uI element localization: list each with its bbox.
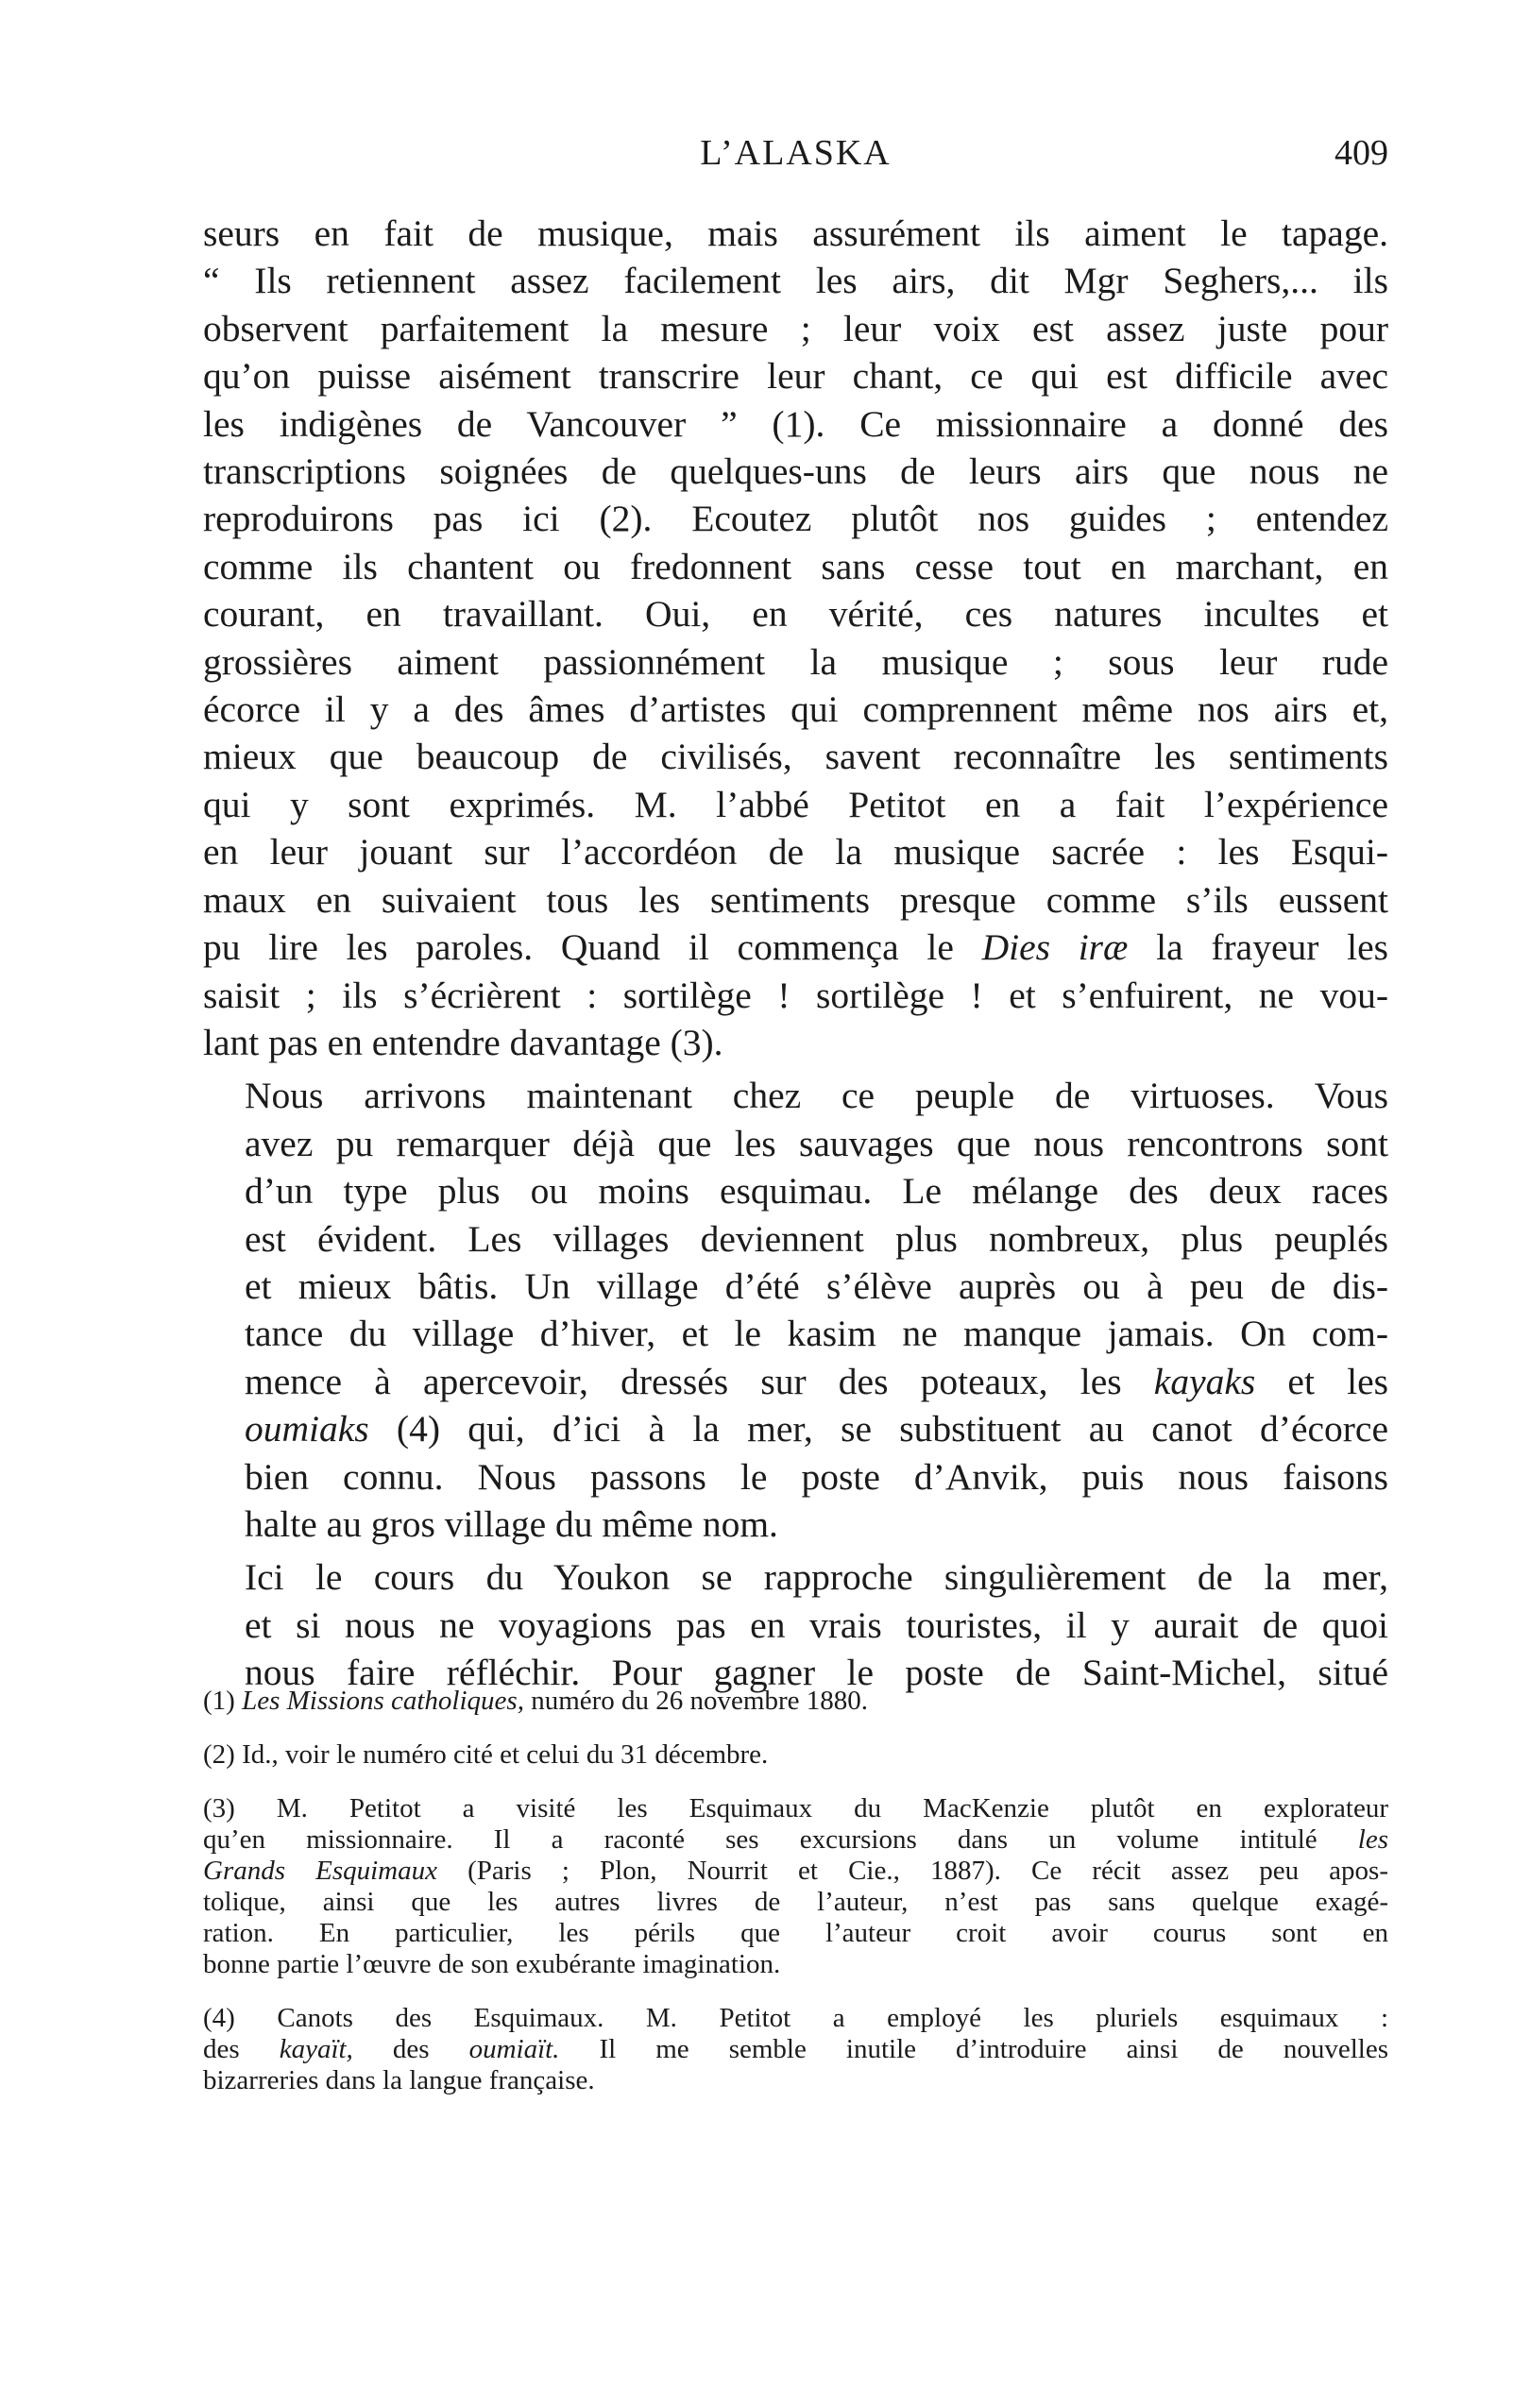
text-line: lant pas en entendre davantage (3). [203, 1021, 723, 1063]
text-line: seurs en fait de musique, mais assurément ils aiment le tapage. [203, 212, 1388, 254]
text-line [203, 2034, 1388, 2065]
text-line: en leur jouant sur l’accordéon de la musique sacrée : les Esqui- [203, 831, 1388, 873]
text-line: Nous arrivons maintenant chez ce peuple de virtuoses. Vous [245, 1075, 1388, 1117]
footnotes [203, 1686, 1388, 2119]
italic-title: les [1357, 1824, 1388, 1855]
text-line: bizarreries dans la langue française. [203, 2065, 595, 2095]
text-segment: qu’en missionnaire. Il a raconté ses excursions dans un volume intitulé [203, 1824, 1358, 1855]
italic-title: Dies iræ [981, 926, 1129, 969]
text-segment: des [352, 2034, 469, 2064]
text-line: comme ils chantent ou fredonnent sans cesse tout en marchant, en [203, 545, 1388, 587]
text-line: maux en suivaient tous les sentiments presque comme s’ils eussent [203, 878, 1388, 921]
text-segment: numéro du 26 novembre 1880. [523, 1686, 868, 1716]
text-line: grossières aiment passionnément la musique ; sous leur rude [203, 640, 1388, 683]
footnote [203, 1739, 1388, 1771]
italic-term: oumiaks [245, 1408, 369, 1450]
text-line: mieux que beaucoup de civilisés, savent reconnaître les sentiments [203, 736, 1388, 778]
text-segment: et les [1255, 1360, 1388, 1402]
italic-title: Grands Esquimaux [203, 1856, 437, 1886]
text-line [203, 1405, 1388, 1452]
text-line: et si nous ne voyagions pas en vrais touristes, il y aurait de quoi [245, 1603, 1388, 1646]
italic-term: kayaït, [279, 2034, 353, 2064]
text-line: bien connu. Nous passons le poste d’Anvik, puis nous faisons [245, 1455, 1388, 1498]
text-line [203, 2003, 1388, 2034]
text-line [203, 924, 1388, 971]
page-header [203, 132, 1388, 189]
footnote [203, 1686, 1388, 1717]
footnote-marker: (4) [203, 2003, 235, 2033]
body-text [203, 210, 1388, 1703]
text-segment: M. Petitot a visité les Esquimaux du MacKenzie plutôt en explorateur [234, 1793, 1388, 1823]
text-segment: (4) qui, d’ici à la mer, se substituent au canot d’écorce [368, 1408, 1388, 1450]
text-line: halte au gros village du même nom. [245, 1502, 778, 1545]
text-line [203, 1739, 1388, 1771]
text-line: et mieux bâtis. Un village d’été s’élève auprès ou à peu de dis- [245, 1264, 1388, 1307]
paragraph [203, 1553, 1388, 1696]
text-line: Ici le cours du Youkon se rapproche singulièrement de la mer, [245, 1556, 1388, 1599]
text-line: qui y sont exprimés. M. l’abbé Petitot en a fait l’expérience [203, 783, 1388, 825]
text-line: écorce il y a des âmes d’artistes qui comprennent même nos airs et, [203, 688, 1388, 731]
text-segment: pu lire les paroles. Quand il commença le [203, 926, 982, 969]
text-segment: Id., voir le numéro cité et celui du 31 décembre. [234, 1739, 769, 1770]
italic-term: oumiaït. [468, 2034, 560, 2064]
footnote [203, 1793, 1388, 1980]
text-segment: (Paris ; Plon, Nourrit et Cie., 1887). Ce récit assez peu apos- [437, 1856, 1388, 1886]
text-line: les indigènes de Vancouver ” (1). Ce missionnaire a donné des [203, 402, 1388, 445]
text-line: avez pu remarquer déjà que les sauvages que nous rencontrons sont [245, 1122, 1388, 1164]
text-segment: la frayeur les [1128, 926, 1388, 969]
text-line: tolique, ainsi que les autres livres de l’auteur, n’est pas sans quelque exagé- [203, 1887, 1388, 1917]
text-line: qu’on puisse aisément transcrire leur chant, ce qui est difficile avec [203, 355, 1388, 398]
text-segment: des [203, 2034, 280, 2064]
footnote [203, 2003, 1388, 2096]
text-line: est évident. Les villages deviennent plus nombreux, plus peuplés [245, 1217, 1388, 1260]
text-line: nous faire réfléchir. Pour gagner le poste de Saint-Michel, situé [245, 1652, 1388, 1694]
running-title: L’ALASKA [700, 133, 892, 173]
paragraph [203, 210, 1388, 1066]
text-segment: Il me semble inutile d’introduire ainsi de nouvelles [559, 2034, 1388, 2064]
text-line: courant, en travaillant. Oui, en vérité, ces natures incultes et [203, 593, 1388, 636]
text-segment: Canots des Esquimaux. M. Petitot a employé les pluriels esquimaux : [234, 2003, 1388, 2033]
italic-term: kayaks [1153, 1360, 1256, 1402]
footnote-marker: (3) [203, 1793, 235, 1823]
text-line: transcriptions soignées de quelques-uns de leurs airs que nous ne [203, 450, 1388, 493]
footnote-marker: (2) [203, 1739, 235, 1770]
page-number: 409 [1334, 133, 1388, 173]
text-line: tance du village d’hiver, et le kasim ne manque jamais. On com- [245, 1313, 1388, 1355]
text-line [203, 1358, 1388, 1405]
text-line: saisit ; ils s’écrièrent : sortilège ! sortilège ! et s’enfuirent, ne vou- [203, 974, 1388, 1016]
text-line: reproduirons pas ici (2). Ecoutez plutôt nos guides ; entendez [203, 498, 1388, 540]
text-line [203, 1686, 1388, 1717]
text-line [203, 1856, 1388, 1887]
paragraph [203, 1072, 1388, 1548]
text-line: observent parfaitement la mesure ; leur voix est assez juste pour [203, 307, 1388, 349]
text-line: ration. En particulier, les périls que l’auteur croit avoir courus sont en [203, 1918, 1388, 1948]
text-line: “ Ils retiennent assez facilement les airs, dit Mgr Seghers,... ils [203, 260, 1388, 302]
italic-title: Les Missions catholiques, [242, 1686, 524, 1716]
footnote-marker: (1) [203, 1686, 235, 1716]
text-line [203, 1824, 1388, 1856]
text-line: d’un type plus ou moins esquimau. Le mélange des deux races [245, 1170, 1388, 1212]
text-line: bonne partie l’œuvre de son exubérante imagination. [203, 1949, 781, 1979]
text-segment: mence à apercevoir, dressés sur des poteaux, les [245, 1360, 1154, 1402]
text-line [203, 1793, 1388, 1824]
